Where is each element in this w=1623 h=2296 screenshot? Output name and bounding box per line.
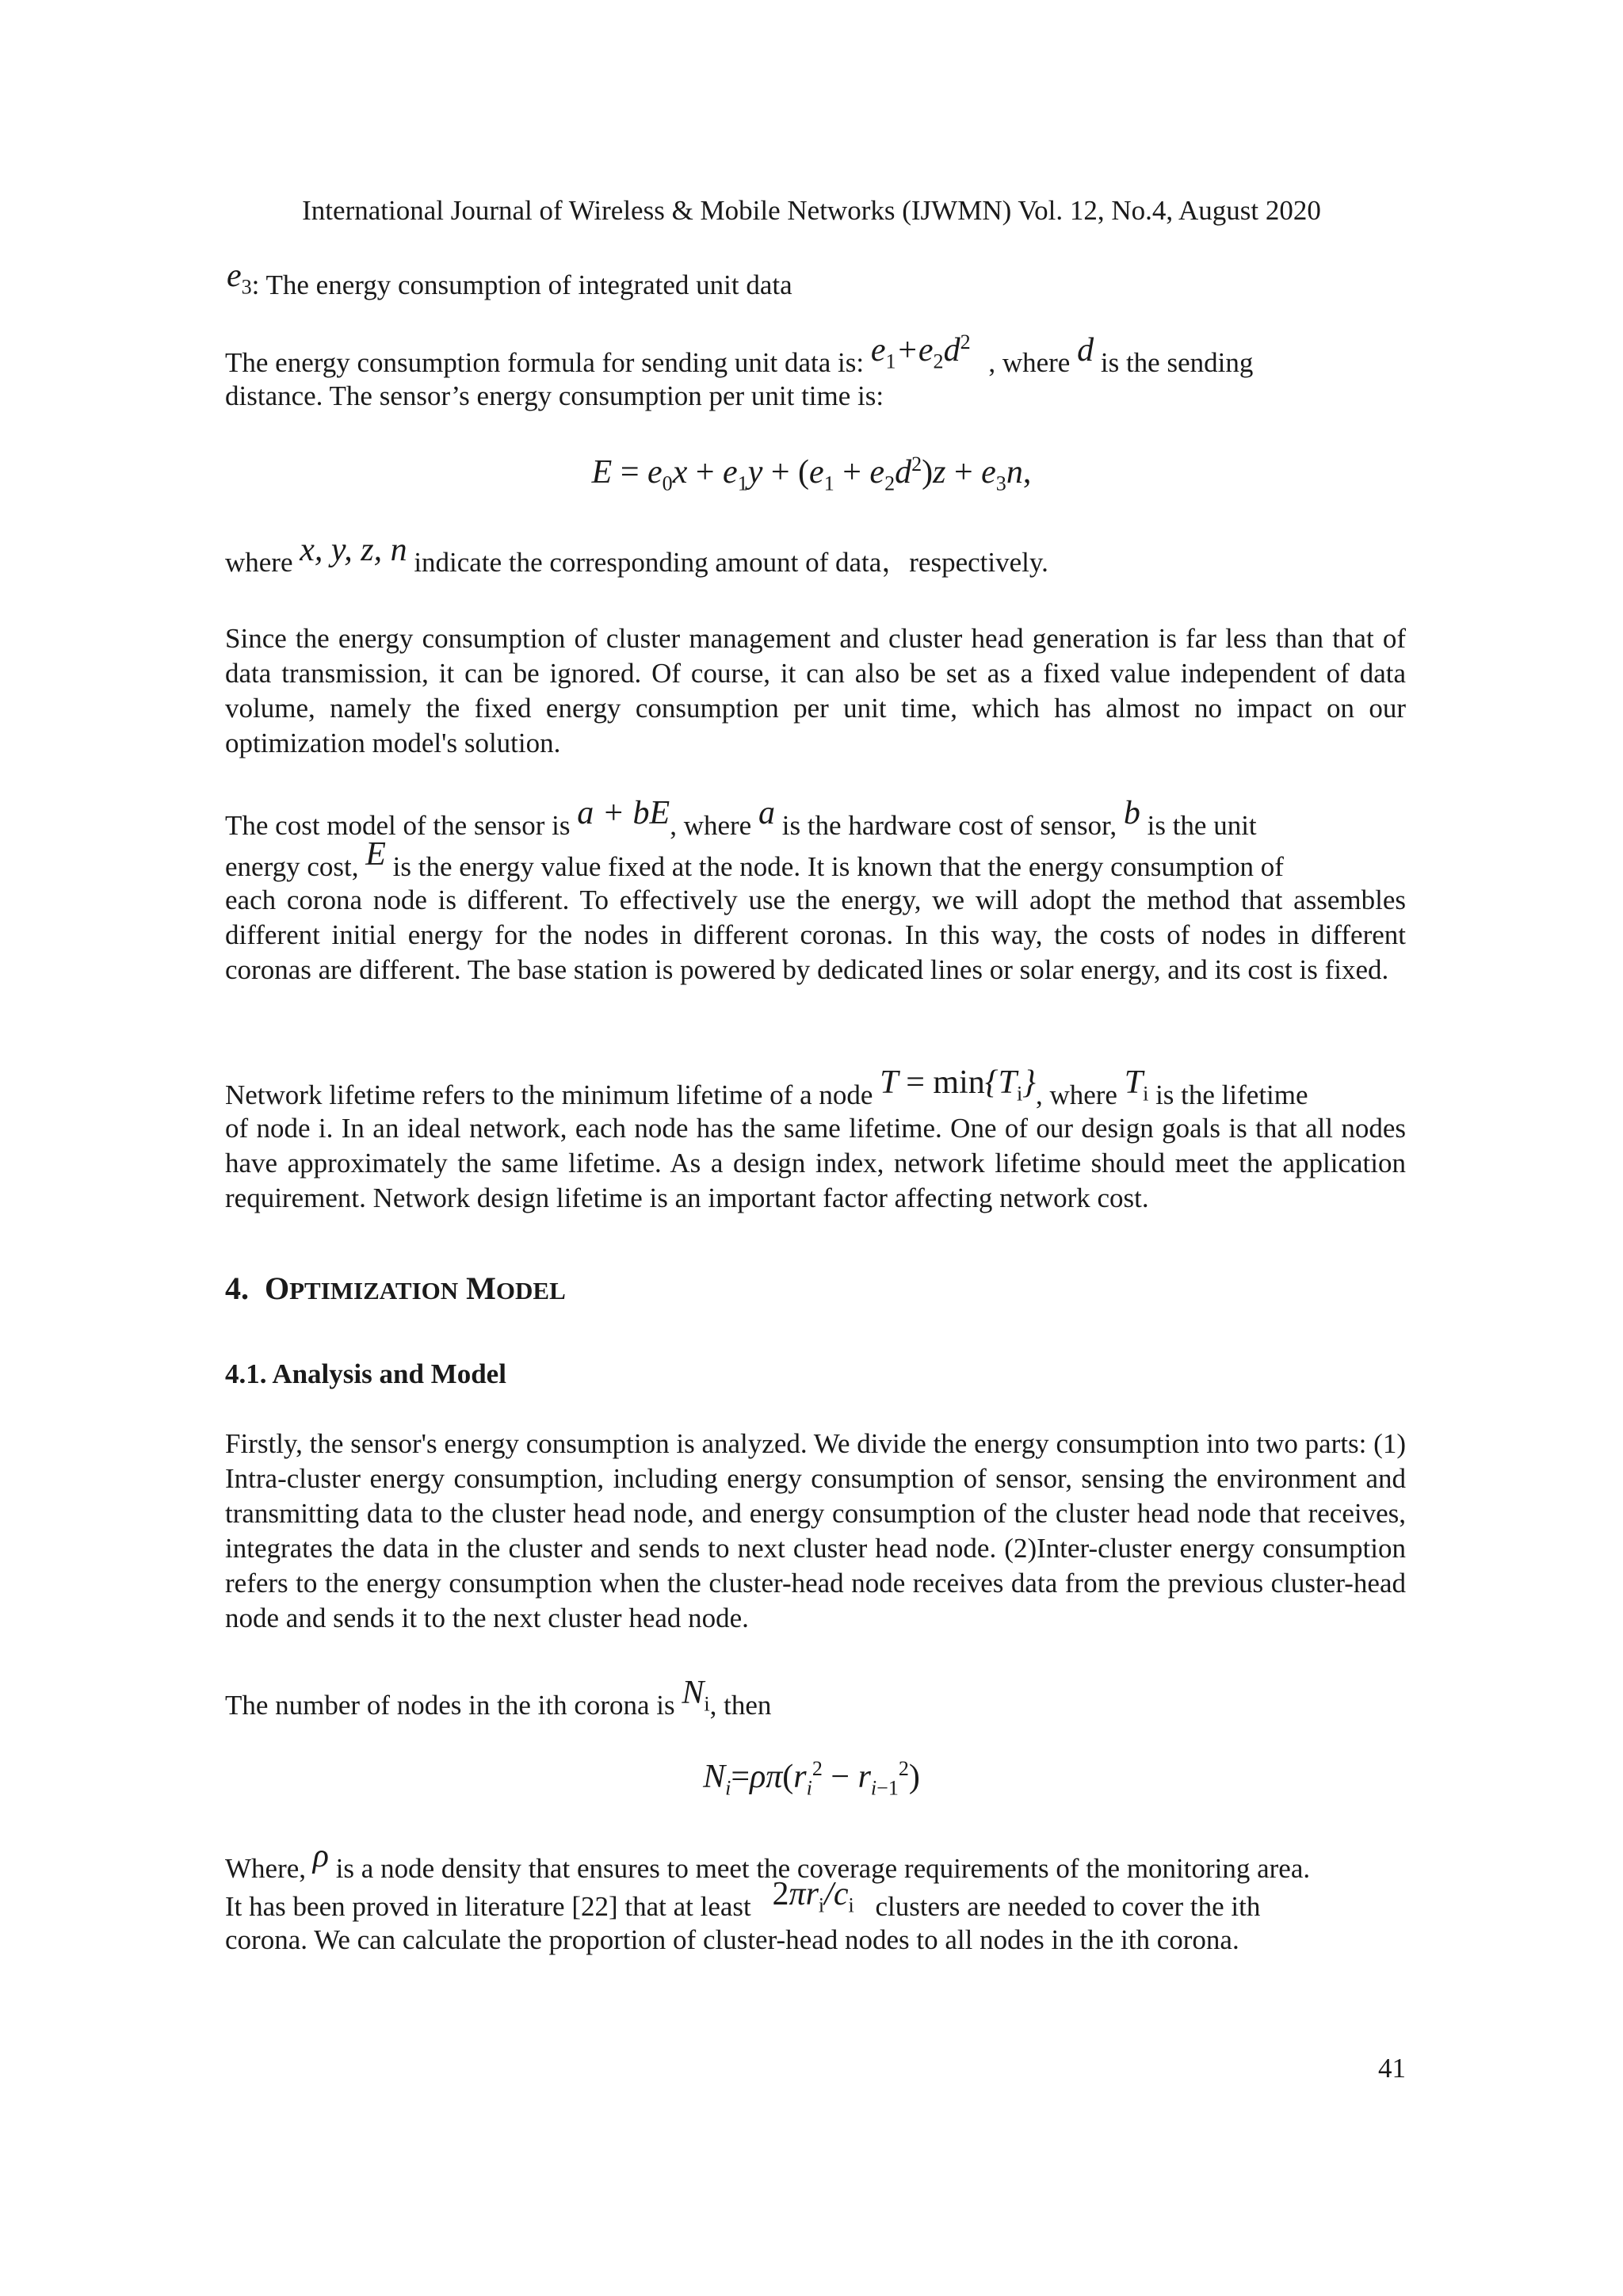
equation-energy: $E = e_0x + e_1y + (e_1 + e_2d^2)z + e_3n$,	[591, 453, 1032, 495]
variables-xyzn: x, y, z, n	[300, 532, 407, 568]
send-formula-line: The energy consumption formula for sending unit data is: $e_1+e_2d^2$ , where d is the sending	[225, 330, 1254, 378]
send-cost-expression: $e_1+e_2d^2$	[870, 330, 971, 373]
paragraph-cluster-management: Since the energy consumption of cluster management and cluster head generation is far less than that of data transmission, it can be ignored. Of course, it can also be set as a fixed value independent of data volume, namely the fixed energy consumption per unit time, which has almost no impact on our optimization model's solution.	[225, 623, 1406, 758]
expr-T-min: $T = \min\{T_i\}$	[880, 1064, 1036, 1106]
rho-line: Where, ρ is a node density that ensures to meet the coverage requirements of the monitoring area.	[225, 1838, 1311, 1884]
symbol-e3: $e_3$	[227, 258, 252, 299]
literature-line-2: corona. We can calculate the proportion of cluster-head nodes to all nodes in the ith corona.	[225, 1924, 1239, 1955]
paragraph-cost-model: each corona node is different. To effectively use the energy, we will adopt the method that assembles different initial energy for the nodes in different coronas. In this way, the costs of nodes in different coronas are different. The base station is powered by dedicated lines or solar energy, and its cost is fixed.	[225, 884, 1406, 985]
section-heading: 4. OPTIMIZATION MODEL	[225, 1270, 566, 1306]
paragraph-analysis: Firstly, the sensor's energy consumption is analyzed. We divide the energy consumption into two parts: (1) Intra-cluster energy consumption, including energy consumption of sensor, sensing the environment and transmitting data to the cluster head node, and energy consumption of the cluster head node that receives, integrates the data in the cluster and sends to next cluster head node. (2)Inter-cluster energy consumption refers to the energy consumption when the cluster-head node receives data from the previous cluster-head node and sends it to the next cluster head node.	[225, 1428, 1406, 1633]
cost-line-1: The cost model of the sensor is a + bE, where a is the hardware cost of sensor, b is the unit	[225, 795, 1257, 841]
paragraph-lifetime: of node i. In an ideal network, each node has the same lifetime. One of our design goals is that all nodes have approximately the same lifetime. As a design index, network lifetime should meet the application requirement. Network design lifetime is an important factor affecting network cost.	[225, 1113, 1406, 1213]
expr-2pi-ri-ci: $2\pi r_i/c_i$	[772, 1876, 854, 1917]
symbol-Ti: $T_i$	[1124, 1064, 1149, 1106]
symbol-d: d	[1077, 332, 1094, 369]
symbol-rho: ρ	[312, 1838, 329, 1874]
subsection-heading: 4.1. Analysis and Model	[225, 1358, 506, 1389]
symbol-a: a	[758, 795, 775, 831]
nodes-line: The number of nodes in the ith corona is $N_i$, then	[225, 1675, 772, 1721]
cost-line-2: energy cost, E is the energy value fixed at the node. It is known that the energy consumption of	[225, 836, 1284, 882]
send-formula-line2: distance. The sensor’s energy consumption per unit time is:	[225, 380, 884, 411]
running-header: International Journal of Wireless & Mobile Networks (IJWMN) Vol. 12, No.4, August 2020	[302, 195, 1321, 226]
literature-line: It has been proved in literature [22] that at least $2\pi r_i/c_i$ clusters are needed to cover the ith	[225, 1876, 1261, 1922]
lifetime-line-1: Network lifetime refers to the minimum lifetime of a node $T = \min\{T_i\}$, where $T_i$ is the lifetime	[225, 1064, 1308, 1110]
expr-a-plus-bE: a + bE	[577, 795, 670, 831]
symbol-Ni: $N_i$	[682, 1675, 710, 1716]
e3-definition: $e_3$: The energy consumption of integrated unit data	[227, 258, 792, 300]
page-number: 41	[1378, 2053, 1406, 2084]
symbol-E: E	[365, 836, 386, 873]
equation-nodes: $N_i=\rho\pi(r_i^2 - r_{i-1}^2)$	[703, 1757, 920, 1800]
variables-line: where x, y, z, n indicate the corresponding amount of data，respectively.	[225, 532, 1048, 578]
symbol-b: b	[1123, 795, 1140, 831]
